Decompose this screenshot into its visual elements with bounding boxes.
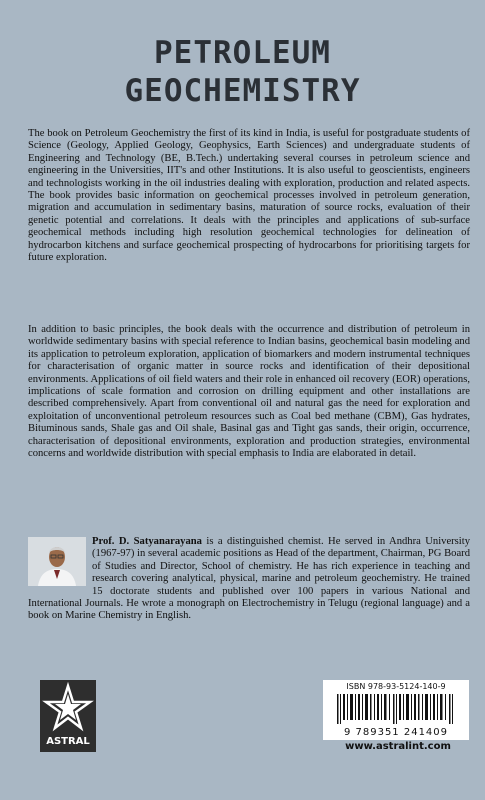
book-title (0, 34, 485, 110)
star-icon (40, 680, 96, 736)
title-line-1: PETROLEUM (154, 35, 331, 71)
publisher-logo (40, 680, 96, 752)
barcode-number: 9 789351 241409 (343, 727, 449, 738)
isbn-label: ISBN 978-93-5124-140-9 (346, 682, 446, 691)
title-line-2: GEOCHEMISTRY (124, 73, 361, 109)
description-paragraph-1: The book on Petroleum Geochemistry the first of its kind in India, is useful for postgraduate students of Science (Geology, Applied Geology, Geophysics, Earth Sciences) and undergraduate students of Engineering and Technology (BE, B.Tech.) undertaking several courses in petroleum science and engineering in the Universities, IIT's and other Institutions. It is also useful to geoscientists, engineers and technologists working in the oil industries dealing with exploration, production and related aspects. The book provides basic information on geochemical processes involved in petroleum generation, migration and accumulation in sedimentary basins, maturation of source rocks, evaluation of their genetic potential and correlations. It deals with the principles and applications of sub-surface geochemical methods including high resolution geochemical technologies for delineation of hydrocarbon kitchens and surface geochemical prospecting of hydrocarbons for prioritising targets for future exploration. (28, 128, 470, 264)
barcode (323, 680, 469, 740)
author-name: Prof. D. Satyanarayana (92, 536, 202, 547)
author-bio-text: is a distinguished chemist. He served in Andhra University (1967-97) in several academic positions as Head of the department, Chairman, PG Board of Studies and Director, School of chemistry. He has rich experience in teaching and research covering analytical, physical, marine and petroleum geochemistry. He trained 15 doctorate students and published over 100 papers in various National and International Journals. He wrote a monograph on Electrochemistry in Telugu (regional language) and a book on Marine Chemistry in English. (28, 536, 470, 622)
description-paragraph-2: In addition to basic principles, the book deals with the occurrence and distribution of petroleum in worldwide sedimentary basins with special reference to Indian basins, geochemical basin modeling and its application to petroleum exploration, application of biomarkers and modern instrumental techniques for characterisation of organic matter in source rocks and identification of their depositional environments. Applications of oil field waters and their role in enhanced oil recovery (EOR) operations, implications of scale formation and corrosion on drilling equipment and other installations are described comprehensively. Apart from conventional oil and natural gas the need for exploration and exploitation of unconventional petroleum resources such as Coal bed methane (CBM), Gas hydrates, Bituminous sands, Shale gas and Oil shale, Basinal gas and Tight gas sands, their origin, occurrence, characterisation of depositional environments, exploration and production strategies, environmental concerns and worldwide distribution with special emphasis to India are elaborated in detail. (28, 324, 470, 460)
author-bio (28, 536, 470, 623)
publisher-website[interactable]: www.astralint.com (345, 741, 451, 752)
publisher-name: ASTRAL (46, 736, 90, 747)
barcode-bars-icon (337, 694, 455, 724)
